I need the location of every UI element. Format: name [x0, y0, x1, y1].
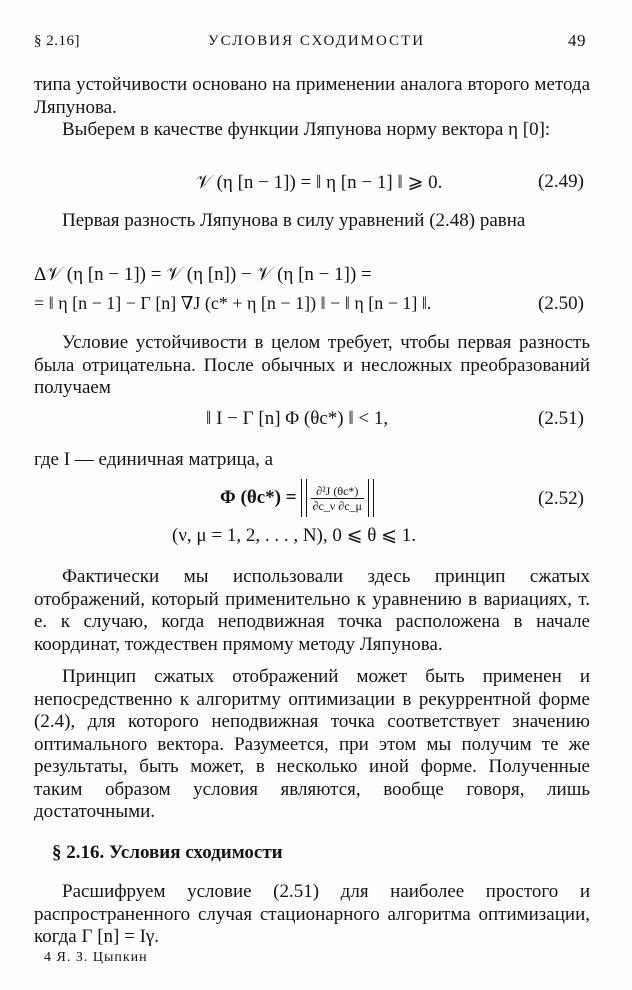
equation-2-51: ‖ I − Γ [n] Φ (θc*) ‖ < 1,	[206, 408, 389, 429]
equation-number-2-50: (2.50)	[538, 293, 584, 314]
equation-number-2-49: (2.49)	[538, 171, 584, 192]
partial-derivative-fraction	[311, 484, 364, 513]
paragraph-1: типа устойчивости основано на применении аналога второго метода Ляпунова.	[34, 74, 590, 118]
paragraph-8: Расшифруем условие (2.51) для наиболее простого и распространенного случая стационарного алгоритма оптимизации, когда Γ [n] = Iγ.	[34, 881, 590, 947]
equation-number-2-51: (2.51)	[538, 408, 584, 429]
equation-2-49: 𝒱 (η [n − 1]) = ‖ η [n − 1] ‖ ⩾ 0.	[196, 172, 443, 193]
paragraph-7: Принцип сжатых отображений может быть применен и непосредственно к алгоритму оптимизации в рекуррентной форме (2.4), для которого неподвижная точка соответствует значению оптимального вектора. Разумеется, при этом мы получим те же результаты, быть может, в несколько иной форме. Полученные таким образом условия являются, вообще говоря, лишь достаточными.	[34, 666, 590, 822]
header-section-ref: § 2.16]	[34, 33, 80, 49]
paragraph-2: Выберем в качестве функции Ляпунова норму вектора η [0]:	[62, 119, 551, 140]
norm-bar-right	[368, 479, 374, 517]
paragraph-4: Условие устойчивости в целом требует, чтобы первая разность была отрицательна. После обычных и несложных преобразований получаем	[34, 332, 590, 398]
footer-signature: 4 Я. З. Цыпкин	[44, 950, 148, 965]
section-heading: § 2.16. Условия сходимости	[52, 842, 283, 863]
paragraph-6: Фактически мы использовали здесь принцип сжатых отображений, который применительно к уравнению в вариациях, т. е. к случаю, когда неподвижная точка расположена в начале координат, тождествен прямому методу Ляпунова.	[34, 566, 590, 655]
paragraph-5: где I — единичная матрица, а	[34, 449, 274, 470]
equation-number-2-52: (2.52)	[538, 488, 584, 509]
equation-2-50-line-2: = ‖ η [n − 1] − Γ [n] ∇J (c* + η [n − 1]) ‖ − ‖ η [n − 1] ‖.	[34, 293, 432, 313]
fraction-denominator: ∂c_ν ∂c_μ	[312, 498, 362, 513]
norm-bar-left	[301, 479, 307, 517]
fraction-numerator: ∂²J (θc*)	[311, 484, 364, 499]
paragraph-3: Первая разность Ляпунова в силу уравнений (2.48) равна	[62, 210, 526, 231]
header-page-number: 49	[568, 31, 586, 50]
header-title: УСЛОВИЯ СХОДИМОСТИ	[208, 33, 426, 49]
equation-2-52	[220, 478, 378, 518]
equation-2-52-lhs: Φ (θc*) =	[220, 487, 297, 508]
equation-2-50-line-1: Δ𝒱 (η [n − 1]) = 𝒱 (η [n]) − 𝒱 (η [n − 1]) =	[34, 264, 372, 285]
equation-2-52-conditions: (ν, μ = 1, 2, . . . , N), 0 ⩽ θ ⩽ 1.	[172, 525, 417, 546]
